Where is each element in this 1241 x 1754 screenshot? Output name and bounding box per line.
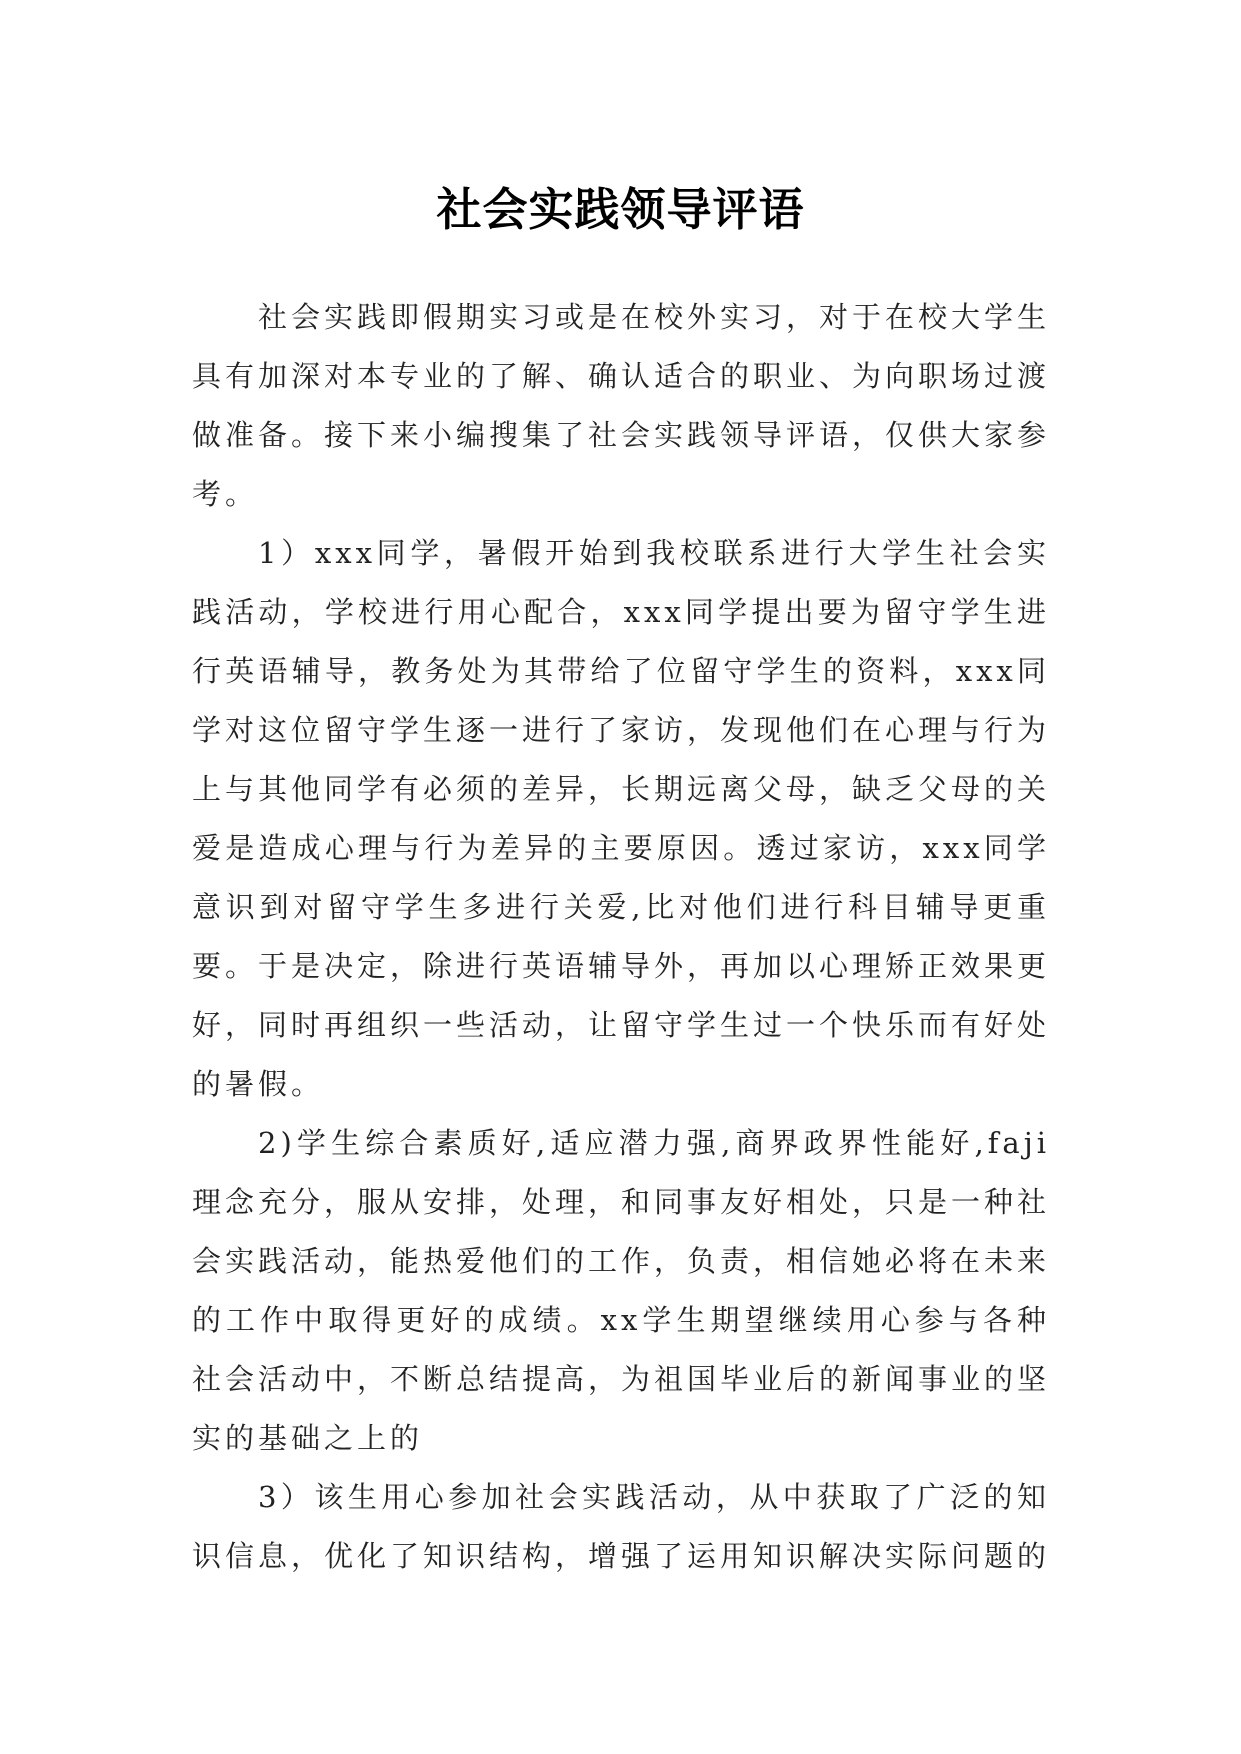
document-title: 社会实践领导评语 [436, 183, 805, 237]
paragraph-comment-2: 2)学生综合素质好,适应潜力强,商界政界性能好,faji理念充分，服从安排，处理，和同事友好相处，只是一种社会实践活动，能热爱他们的工作，负责，相信她必将在未来的工作中取得更好的成绩。xx学生期望继续用心参与各种社会活动中，不断总结提高，为祖国毕业后的新闻事业的坚实的基础之上的 [192, 1126, 1051, 1455]
document-body [192, 288, 1050, 1586]
paragraph-intro: 社会实践即假期实习或是在校外实习，对于在校大学生具有加深对本专业的了解、确认适合的职业、为向职场过渡做准备。接下来小编搜集了社会实践领导评语，仅供大家参考。 [192, 300, 1051, 511]
paragraph-comment-3: 3）该生用心参加社会实践活动，从中获取了广泛的知识信息，优化了知识结构，增强了运用知识解决实际问题的 [192, 1480, 1051, 1573]
paragraph-comment-1: 1）xxx同学，暑假开始到我校联系进行大学生社会实践活动，学校进行用心配合，xxx同学提出要为留守学生进行英语辅导，教务处为其带给了位留守学生的资料，xxx同学对这位留守学生逐一进行了家访，发现他们在心理与行为上与其他同学有必须的差异，长期远离父母，缺乏父母的关爱是造成心理与行为差异的主要原因。透过家访，xxx同学意识到对留守学生多进行关爱,比对他们进行科目辅导更重要。于是决定，除进行英语辅导外，再加以心理矫正效果更好，同时再组织一些活动，让留守学生过一个快乐而有好处的暑假。 [192, 536, 1051, 1101]
